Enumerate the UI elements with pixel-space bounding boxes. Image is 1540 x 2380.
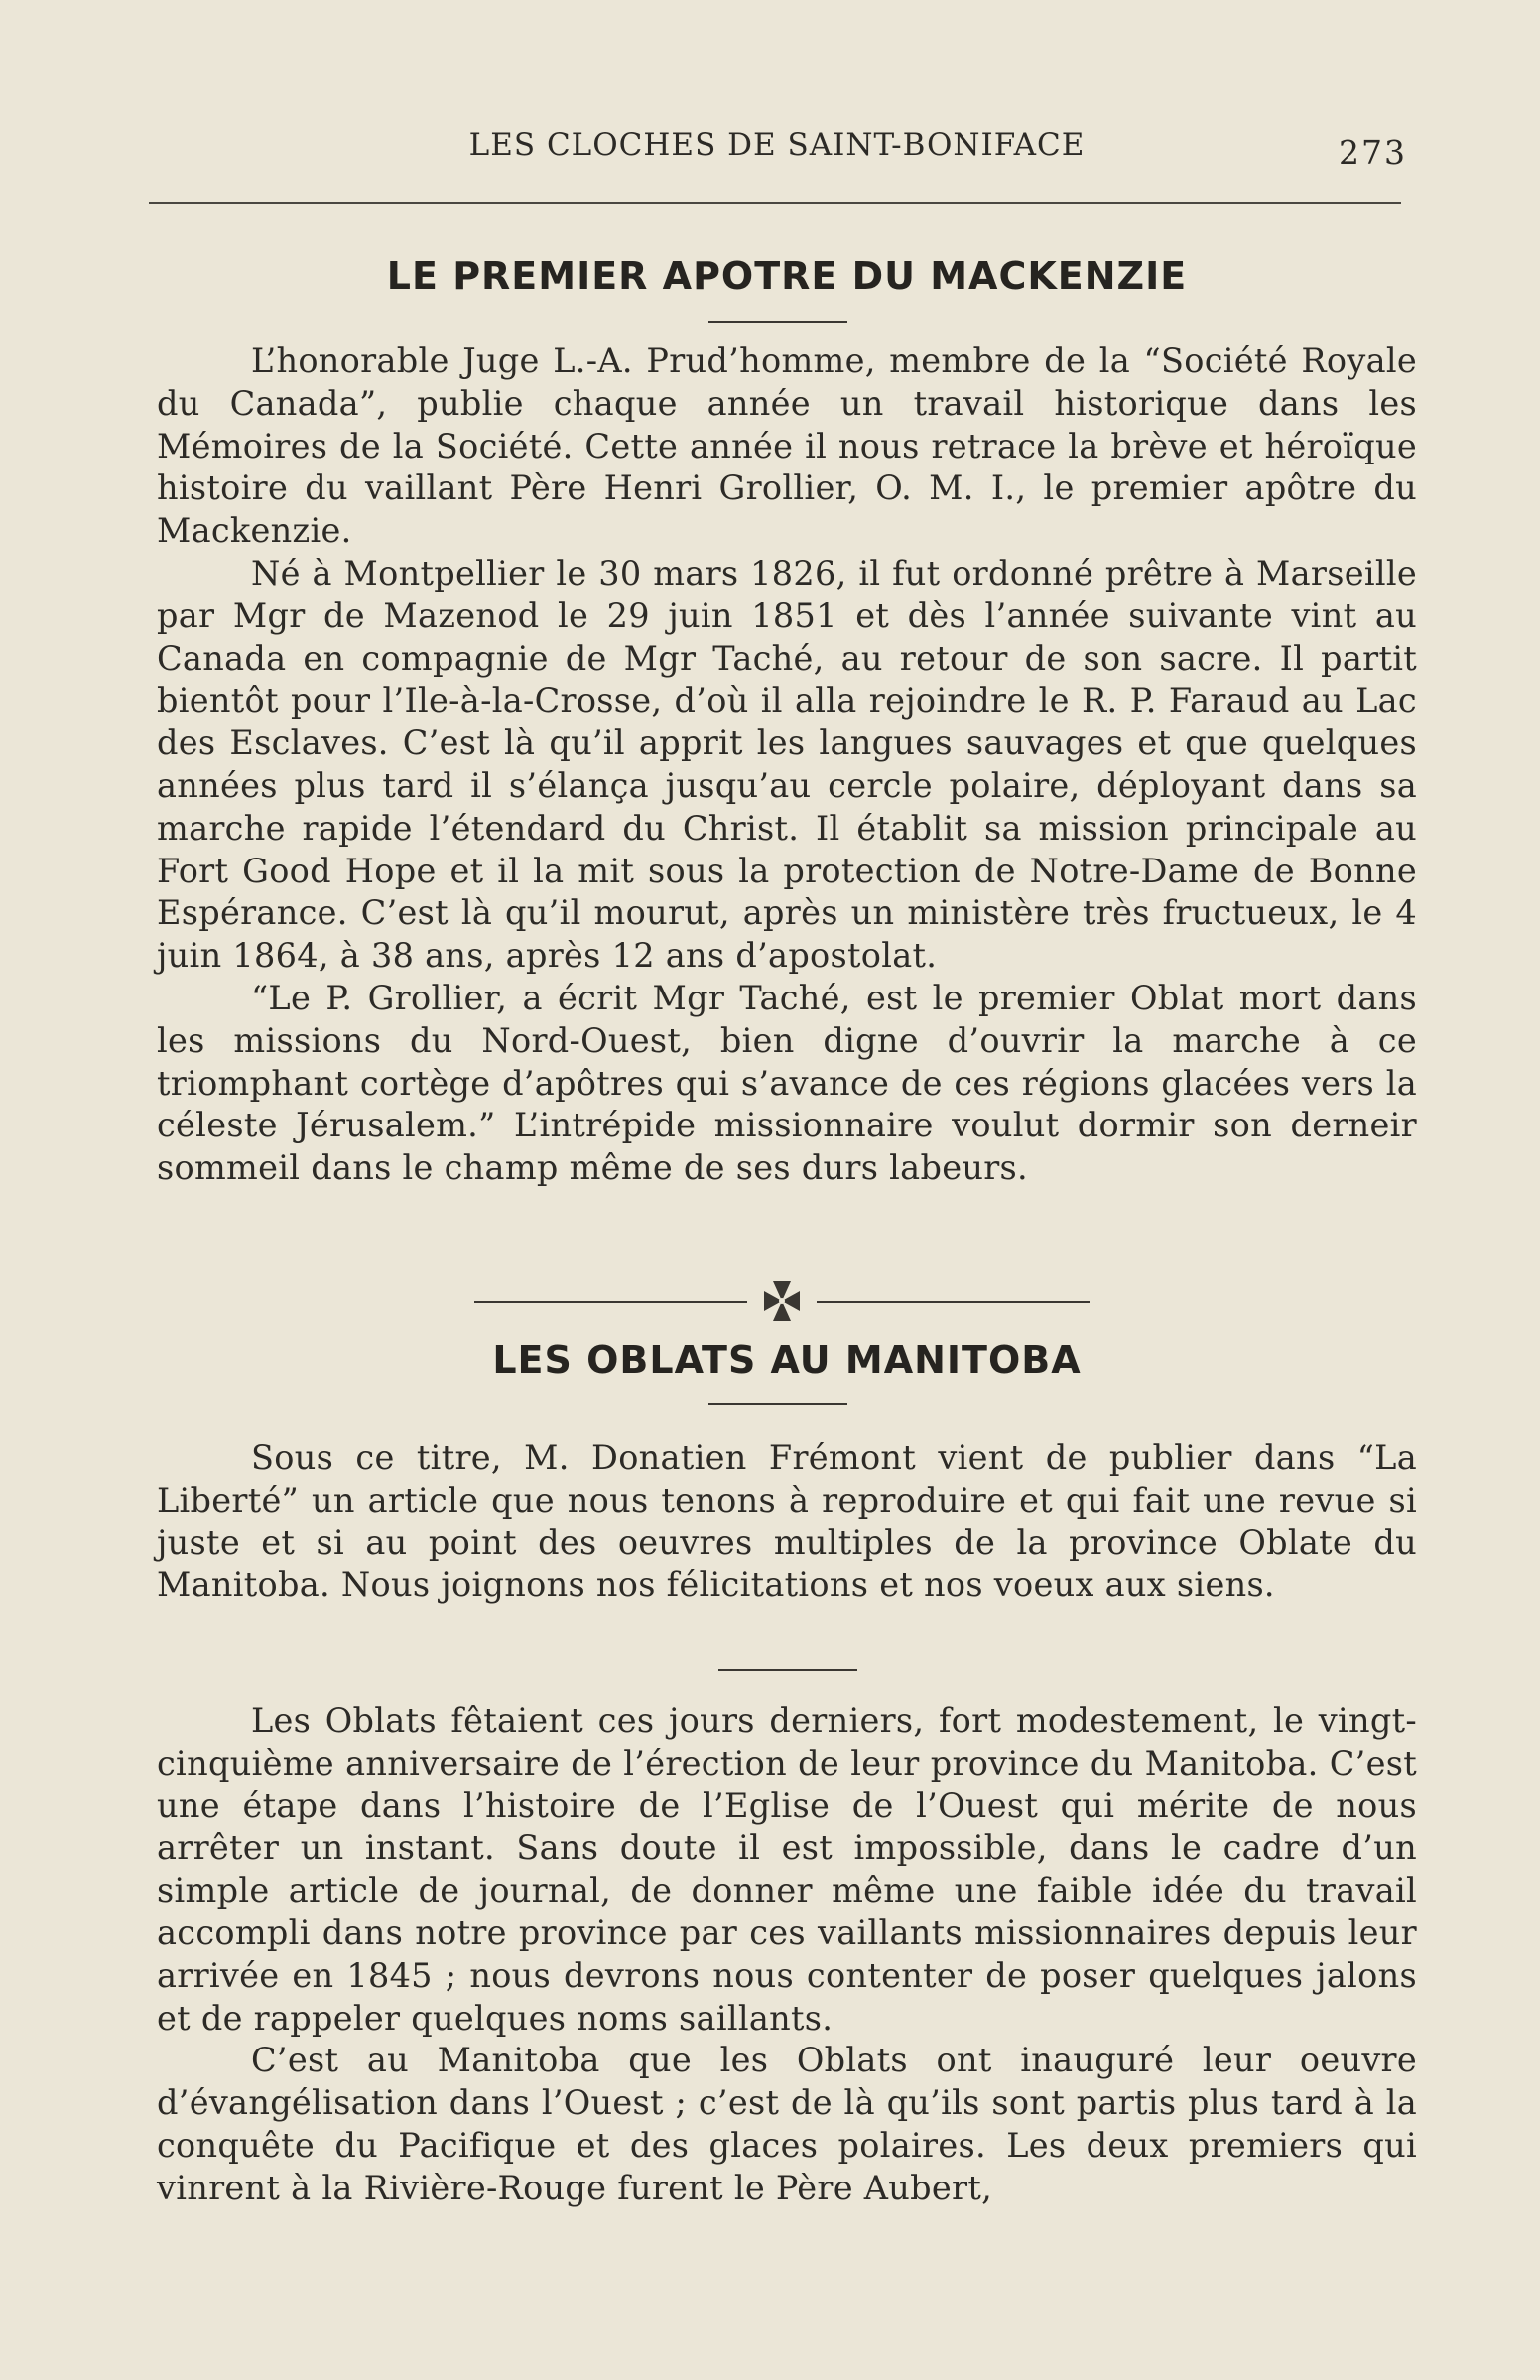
header-rule [149, 202, 1401, 204]
paragraph: “Le P. Grollier, a écrit Mgr Taché, est le premier Oblat mort dans les missions du Nord-Ouest, bien digne d’ouvrir la marche à ce triomphant cortège d’apôtres qui s’avance de ces régions glacées vers la céleste Jérusalem.” L’intrépide missionnaire voulut dormir son derneir sommeil dans le champ même de ses durs labeurs. [157, 978, 1417, 1188]
article-intro-manitoba [157, 1437, 1417, 1607]
paragraph: Né à Montpellier le 30 mars 1826, il fut ordonné prêtre à Marseille par Mgr de Mazenod le 29 juin 1851 et dès l’année suivante vint au Canada en compagnie de Mgr Taché, au retour de son sacre. Il partit bientôt pour l’Ile-à-la-Crosse, d’où il alla rejoindre le R. P. Faraud au Lac des Esclaves. C’est là qu’il apprit les langues sauvages et que quelques années plus tard il s’élança jusqu’au cercle polaire, déployant dans sa marche rapide l’étendard du Christ. Il établit sa mission principale au Fort Good Hope et il la mit sous la protection de Notre-Dame de Bonne Espérance. C’est là qu’il mourut, après un ministère très fructueux, le 4 juin 1864, à 38 ans, après 12 ans d’apostolat. [157, 553, 1417, 976]
article-body-manitoba [157, 1700, 1417, 2210]
page-number: 273 [1339, 133, 1407, 172]
ornament-divider [474, 1278, 1090, 1328]
running-head [157, 127, 1407, 177]
running-title: LES CLOCHES DE SAINT-BONIFACE [468, 127, 1086, 163]
title-underline-rule [708, 321, 847, 323]
paragraph: L’honorable Juge L.-A. Prud’homme, membre de la “Société Royale du Canada”, publie chaque année un travail historique dans les Mémoires de la Société. Cette année il nous retrace la brève et héroïque histoire du vaillant Père Henri Grollier, O. M. I., le premier apôtre du Mackenzie. [157, 341, 1417, 551]
intro-paragraph: Sous ce titre, M. Donatien Frémont vient de publier dans “La Liberté” un article que nous tenons à reproduire et qui fait une revue si juste et si au point des oeuvres multiples de la province Oblate du Manitoba. Nous joignons nos félicitations et nos voeux aux siens. [157, 1438, 1417, 1605]
article-title-mackenzie: LE PREMIER APOTRE DU MACKENZIE [386, 254, 1188, 298]
divider-line-left [474, 1301, 747, 1303]
divider-line-right [817, 1301, 1090, 1303]
paragraph: C’est au Manitoba que les Oblats ont inauguré leur oeuvre d’évangélisation dans l’Ouest ; c’est de là qu’ils sont partis plus tard à la conquête du Pacifique et des glaces polaires. Les deux premiers qui vinrent à la Rivière-Rouge furent le Père Aubert, [157, 2041, 1417, 2207]
paragraph: Les Oblats fêtaient ces jours derniers, fort modestement, le vingt-cinquième anniversaire de l’érection de leur province du Manitoba. C’est une étape dans l’histoire de l’Eglise de l’Ouest qui mérite de nous arrêter un instant. Sans doute il est impossible, dans le cadre d’un simple article de journal, de donner même une faible idée du travail accompli dans notre province par ces vaillants missionnaires depuis leur arrivée en 1845 ; nous devrons nous contenter de poser quelques jalons et de rappeler quelques noms saillants. [157, 1701, 1417, 2038]
article-title-manitoba: LES OBLATS AU MANITOBA [492, 1338, 1082, 1382]
book-page [157, 0, 1417, 2380]
cross-pattee-icon [762, 1278, 802, 1324]
article-body-mackenzie [157, 340, 1417, 1190]
intro-separator-rule [718, 1669, 857, 1671]
title-underline-rule [708, 1403, 847, 1405]
